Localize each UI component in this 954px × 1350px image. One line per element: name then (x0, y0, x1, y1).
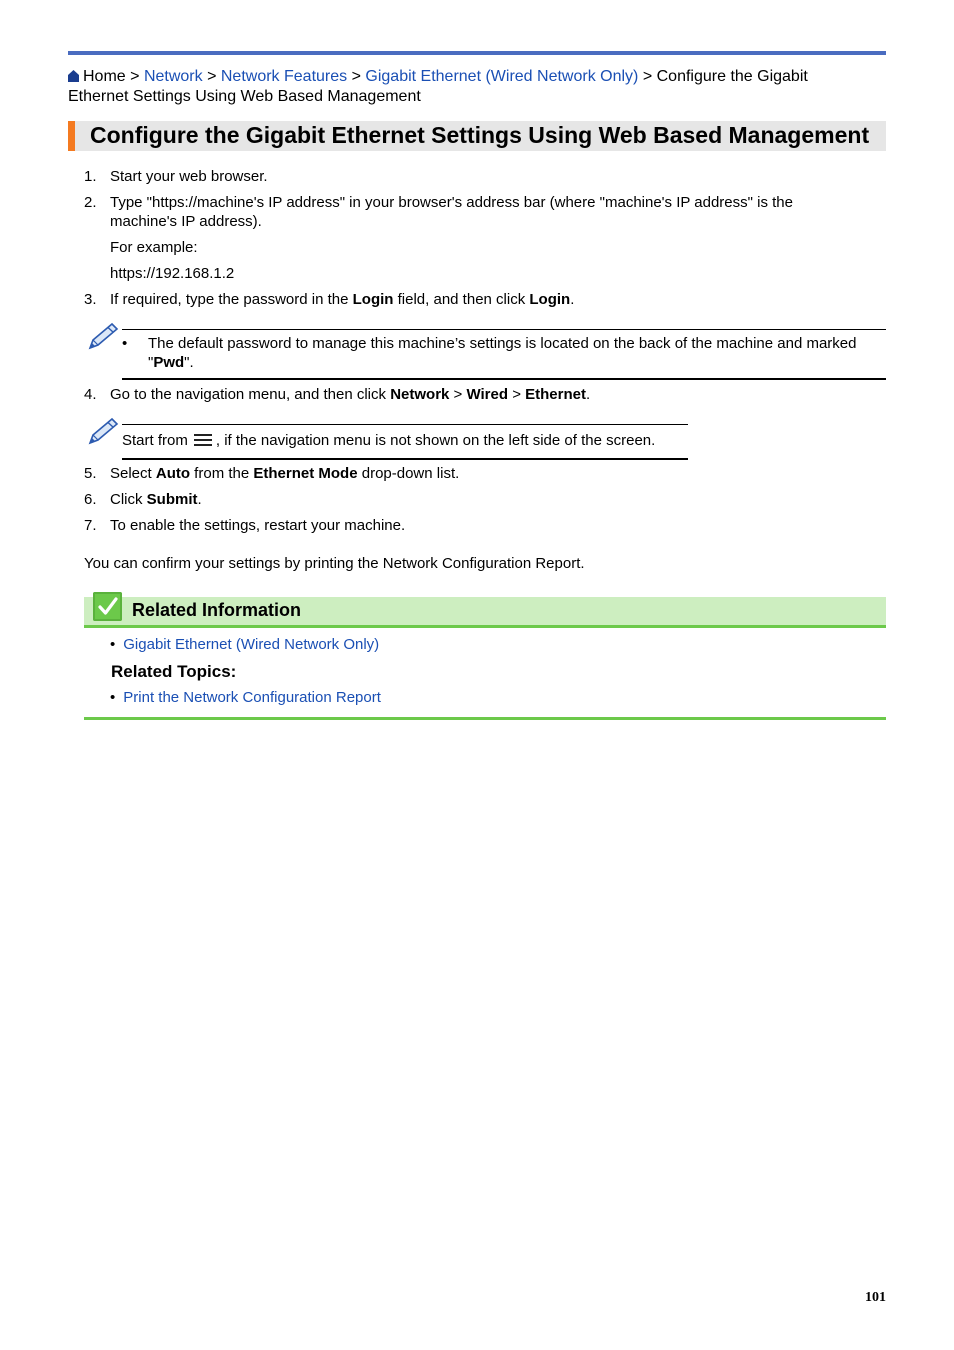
page-title: Configure the Gigabit Ethernet Settings Using Web Based Management (90, 122, 870, 148)
home-icon (68, 70, 79, 82)
header-rule (68, 51, 886, 55)
related-topic-item: • Print the Network Configuration Report (110, 689, 381, 706)
breadcrumb-current: Configure the Gigabit Ethernet Settings Using Web Based Management (68, 68, 808, 105)
checkmark-icon (93, 592, 122, 621)
example-value: https://192.168.1.2 (110, 265, 235, 282)
related-topic-print-report[interactable]: Print the Network Configuration Report (123, 689, 381, 706)
example-label: For example: (110, 239, 198, 256)
note-text-navigation: Start from , if the navigation menu is not shown on the left side of the screen. (122, 432, 656, 449)
menu-icon (194, 434, 212, 446)
breadcrumb-link-network-features[interactable]: Network Features (220, 68, 348, 85)
pencil-icon (86, 417, 120, 447)
breadcrumb-link-network[interactable]: Network (143, 68, 203, 85)
related-information-header (84, 597, 886, 628)
related-footer-rule (84, 717, 886, 720)
page-number: 101 (865, 1290, 886, 1305)
breadcrumb: Home > Network > Network Features > Gigabit Ethernet (Wired Network Only) > Configure the Gigabit Ethernet Settings Using Web Based Management (68, 68, 808, 105)
confirm-text: You can confirm your settings by printing the Network Configuration Report. (84, 555, 585, 572)
breadcrumb-link-gigabit-ethernet[interactable]: Gigabit Ethernet (Wired Network Only) (365, 68, 639, 85)
related-link-gigabit-ethernet[interactable]: Gigabit Ethernet (Wired Network Only) (123, 636, 380, 653)
page-title-bar (68, 121, 886, 151)
related-topics-label: Related Topics: (111, 662, 237, 681)
breadcrumb-home[interactable]: Home (83, 68, 126, 85)
related-information-title: Related Information (132, 600, 302, 620)
title-accent (68, 121, 75, 151)
related-link-item: • Gigabit Ethernet (Wired Network Only) (110, 636, 380, 653)
pencil-icon (86, 322, 120, 352)
